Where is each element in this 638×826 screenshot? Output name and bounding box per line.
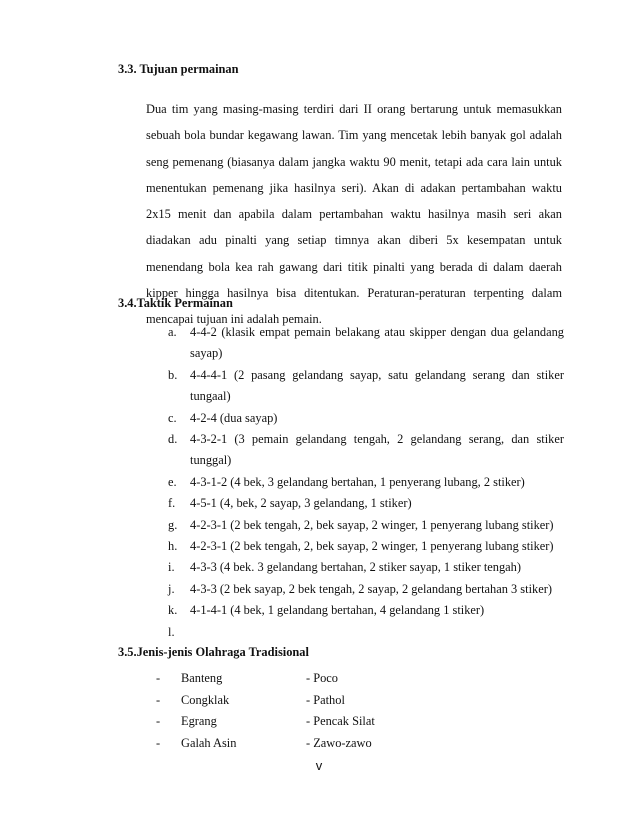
list-marker: j. — [168, 581, 175, 596]
list-marker: e. — [168, 474, 177, 489]
list-item-text: 4-1-4-1 (4 bek, 1 gelandang bertahan, 4 gelandang 1 stiker) — [190, 603, 485, 618]
list-item — [168, 493, 564, 514]
sport-left: Banteng — [181, 671, 223, 685]
list-marker: c. — [168, 410, 177, 425]
list-item — [168, 600, 564, 621]
list-item-text: 4-2-3-1 (2 bek tengah, 2, bek sayap, 2 winger, 1 penyerang lubang stiker) — [190, 517, 554, 532]
list-item-text: 4-3-1-2 (4 bek, 3 gelandang bertahan, 1 penyerang lubang, 2 stiker) — [190, 474, 525, 489]
sport-right: - Zawo-zawo — [306, 735, 372, 750]
list-item-text: 4-3-3 (2 bek sayap, 2 bek tengah, 2 sayap, 2 gelandang bertahan 3 stiker) — [190, 581, 552, 596]
list-item — [168, 557, 564, 578]
list-item-text: 4-4-4-1 (2 pasang gelandang sayap, satu gelandang serang dan stiker tungaal) — [190, 367, 564, 404]
list-item-text: 4-2-4 (dua sayap) — [190, 410, 278, 425]
sport-right: - Pathol — [306, 692, 345, 707]
tactics-list — [168, 322, 564, 643]
list-item — [168, 515, 564, 536]
dash-marker: - — [156, 735, 161, 750]
paragraph-text: Dua tim yang masing-masing terdiri dari II orang bertarung untuk memasukkan sebuah bola bundar kegawang lawan. Tim yang mencetak lebih banyak gol adalah seng pemenang (biasanya dalam jangka waktu 90 menit, tetapi ada cara lain untuk menentukan pemenang jika hasilnya seri). Akan di adakan pertambahan waktu 2x15 menit dan apabila dalam pertambahan waktu hasilnya masih seri akan diadakan adu pinalti yang setiap timnya akan diberi 5x kesempatan untuk menendang bola kea rah gawang dari titik pinalti yang berada di dalam daerah kipper hingga hasilnya bisa ditentukan. Peraturan-peraturan terpenting dalam mencapai tujuan ini adalah pemain. — [146, 102, 562, 327]
dash-marker: - — [156, 692, 161, 707]
section-3-5-heading: 3.5.Jenis-jenis Olahraga Tradisional — [118, 645, 309, 659]
sport-left: Egrang — [181, 714, 217, 729]
list-item — [156, 690, 416, 712]
list-item — [168, 365, 564, 408]
list-marker: i. — [168, 560, 175, 575]
sport-left: Galah Asin — [181, 735, 237, 750]
dash-marker: - — [156, 714, 161, 729]
list-item — [168, 322, 564, 365]
list-marker: a. — [168, 325, 177, 339]
sport-left: Congklak — [181, 692, 230, 707]
list-item-text: 4-2-3-1 (2 bek tengah, 2, bek sayap, 2 winger, 1 penyerang lubang stiker) — [190, 539, 554, 554]
list-item — [168, 408, 564, 429]
list-item — [168, 579, 564, 600]
list-item — [168, 429, 564, 472]
sport-right: - Poco — [306, 671, 339, 685]
list-marker: g. — [168, 517, 178, 532]
list-item — [156, 668, 416, 690]
list-item — [156, 733, 416, 755]
list-marker: b. — [168, 367, 178, 382]
list-item — [168, 536, 564, 557]
list-item-text: 4-4-2 (klasik empat pemain belakang atau skipper dengan dua gelandang sayap) — [190, 325, 564, 361]
traditional-sports-list — [156, 668, 416, 754]
dash-marker: - — [156, 671, 161, 685]
page-number: v — [315, 758, 323, 773]
list-item — [156, 711, 416, 733]
list-item-text: 4-3-2-1 (3 pemain gelandang tengah, 2 gelandang serang, dan stiker tunggal) — [190, 432, 564, 468]
section-3-3-heading: 3.3. Tujuan permainan — [118, 62, 239, 76]
list-item-text: 4-5-1 (4, bek, 2 sayap, 3 gelandang, 1 stiker) — [190, 496, 412, 511]
list-marker: d. — [168, 432, 178, 447]
list-item-text: 4-3-3 (4 bek. 3 gelandang bertahan, 2 stiker sayap, 1 stiker tengah) — [190, 560, 521, 575]
list-item-text — [190, 622, 564, 643]
list-item — [168, 622, 564, 643]
section-3-4-heading: 3.4.Taktik Permainan — [118, 296, 233, 310]
list-item — [168, 472, 564, 493]
list-marker: h. — [168, 539, 178, 554]
list-marker: f. — [168, 496, 176, 511]
list-marker: l. — [168, 624, 175, 639]
sport-right: - Pencak Silat — [306, 714, 375, 729]
list-marker: k. — [168, 603, 178, 618]
